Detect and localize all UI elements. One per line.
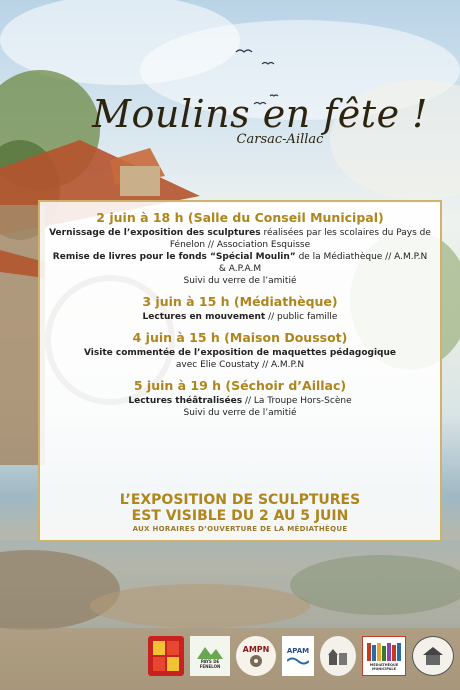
event-2-line-1-bold: Lectures en mouvement [142, 312, 266, 322]
millstone-icon [247, 654, 265, 668]
event-4-line-2 [40, 407, 440, 419]
event-1-line-1-bold: Vernissage de l’exposition des sculptures [49, 228, 261, 238]
event-2 [40, 294, 440, 323]
event-list [40, 210, 440, 426]
event-1 [40, 210, 440, 287]
event-3-line-1-bold: Visite commentée de l’exposition de maquettes pédagogique [83, 348, 397, 358]
event-1-line-1-text: réalisées par les scolaires du Pays de Fénelon // Association Esquisse [169, 228, 431, 250]
fenelon-label: PAYS DE FÉNELON [199, 659, 221, 669]
exposition-line-1: L’EXPOSITION DE SCULPTURES [119, 492, 361, 508]
event-1-line-2-bold: Remise de livres pour le fonds “Spécial Moulin” [52, 252, 296, 262]
apam-label: APAM [286, 647, 310, 655]
exposition-notice [40, 492, 440, 533]
event-1-heading: 2 juin à 18 h (Salle du Conseil Municipal) [96, 210, 384, 225]
event-2-line-1-text: // public famille [265, 312, 338, 322]
village-logo [320, 636, 356, 676]
carsac-aillac-logo [412, 636, 454, 676]
cross-icon [151, 639, 181, 673]
event-4 [40, 378, 440, 419]
house-icon [421, 645, 445, 667]
mediatheque-label: MÉDIATHÈQUE MUNICIPALE [369, 663, 399, 671]
event-4-line-1 [40, 395, 440, 407]
title-block [90, 92, 430, 147]
partner-logos [140, 636, 460, 680]
program-panel [38, 200, 442, 542]
occitanie-logo [148, 636, 184, 676]
event-1-line-3 [40, 275, 440, 287]
event-1-line-2-text: de la Médiathèque // A.M.P.N & A.P.A.M [218, 252, 428, 274]
village-icon [325, 645, 351, 667]
event-3 [40, 330, 440, 371]
poster-subtitle: Carsac-Aillac [236, 132, 324, 147]
river-icon [287, 655, 309, 665]
pays-de-fenelon-logo [190, 636, 230, 676]
event-4-line-2-text: Suivi du verre de l’amitié [183, 408, 297, 418]
exposition-line-3: AUX HORAIRES D’OUVERTURE DE LA MÉDIATHÈQUE [132, 525, 348, 533]
books-icon [366, 641, 402, 663]
event-3-heading: 4 juin à 15 h (Maison Doussot) [132, 330, 348, 345]
event-4-heading: 5 juin à 19 h (Séchoir d’Aillac) [133, 378, 347, 393]
event-3-line-2-text: avec Elie Coustaty // A.M.P.N [175, 360, 305, 370]
poster-title: Moulins en fête ! [92, 92, 428, 136]
event-3-line-1 [40, 347, 440, 359]
exposition-line-2: EST VISIBLE DU 2 AU 5 JUIN [131, 508, 349, 524]
hills-icon [197, 643, 223, 659]
ampn-label: AMPN [242, 644, 270, 654]
event-1-line-1 [40, 227, 440, 251]
event-1-line-2 [40, 251, 440, 275]
ampn-logo [236, 636, 276, 676]
event-2-heading: 3 juin à 15 h (Médiathèque) [142, 294, 338, 309]
apam-logo [282, 636, 314, 676]
event-2-line-1 [40, 311, 440, 323]
mediatheque-logo [362, 636, 406, 676]
event-4-line-1-bold: Lectures théâtralisées [128, 396, 243, 406]
event-4-line-1-text: // La Troupe Hors-Scène [242, 396, 352, 406]
event-1-line-3-text: Suivi du verre de l’amitié [183, 276, 297, 286]
event-3-line-2 [40, 359, 440, 371]
